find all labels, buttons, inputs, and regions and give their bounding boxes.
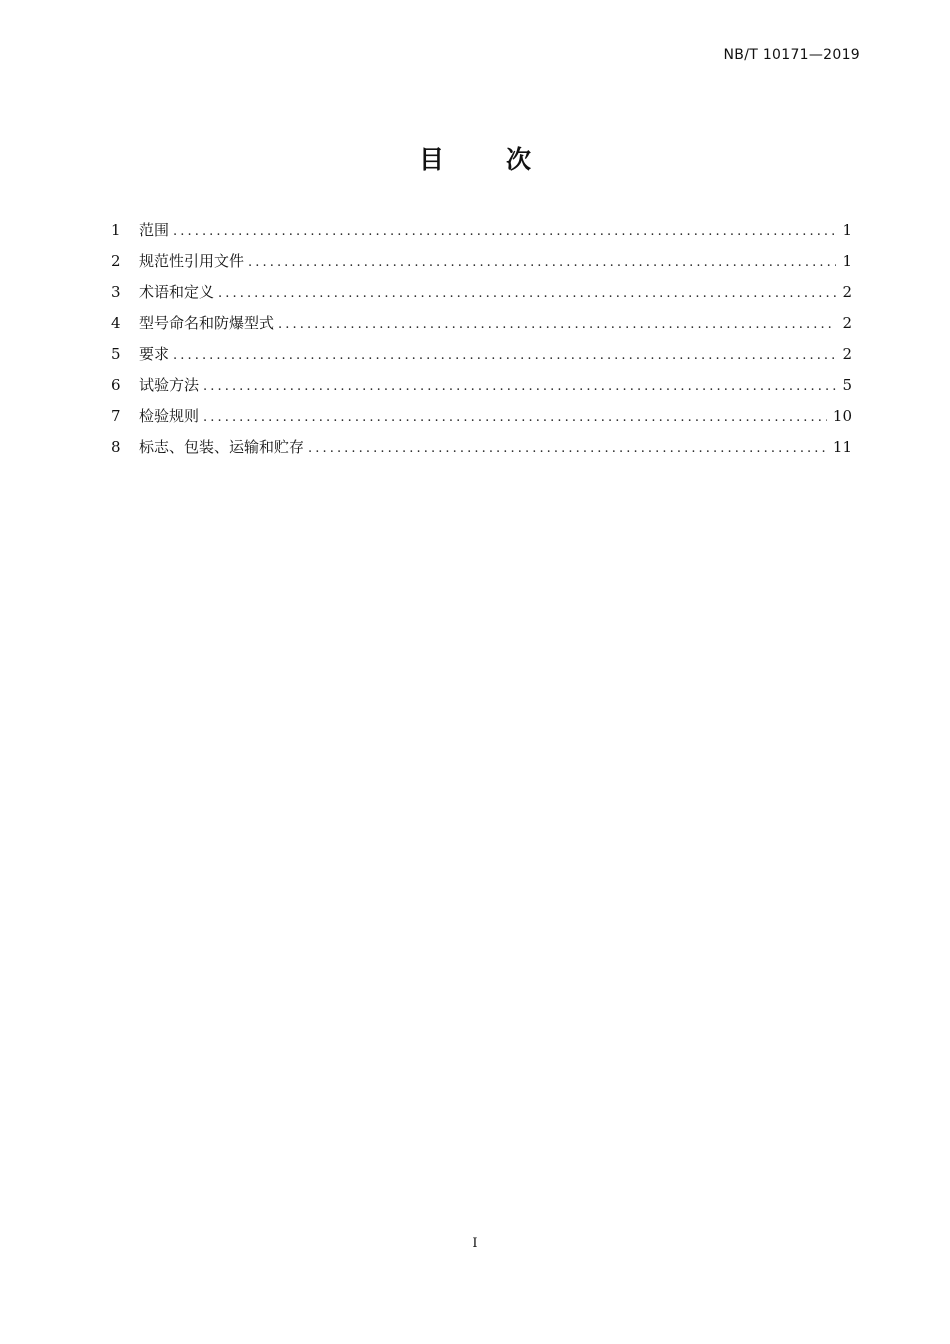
- page-title: [0, 140, 950, 176]
- toc-entry-number: 3: [111, 283, 121, 301]
- table-of-contents: [111, 219, 852, 467]
- toc-entry-page: 1: [842, 221, 852, 239]
- toc-entry-number: 4: [111, 314, 121, 332]
- toc-leader-dots: [308, 438, 827, 460]
- toc-entry-page: 2: [842, 314, 852, 332]
- toc-entry-page: 2: [842, 345, 852, 363]
- toc-entry-label: 型号命名和防爆型式: [139, 314, 275, 332]
- page-number: I: [472, 1236, 478, 1251]
- toc-leader-dots: [218, 283, 836, 305]
- toc-entry-label: 试验方法: [139, 376, 200, 394]
- toc-leader-dots: [278, 314, 836, 336]
- toc-entry-label: 标志、包装、运输和贮存: [139, 438, 305, 456]
- toc-entry-scope[interactable]: [111, 219, 852, 250]
- toc-entry-page: 2: [842, 283, 852, 301]
- toc-entry-model-naming[interactable]: [111, 312, 852, 343]
- toc-entry-test-methods[interactable]: [111, 374, 852, 405]
- title-char-1: 目: [418, 145, 444, 174]
- toc-entry-page: 1: [842, 252, 852, 270]
- toc-entry-inspection-rules[interactable]: [111, 405, 852, 436]
- toc-entry-label: 术语和定义: [139, 283, 215, 301]
- toc-leader-dots: [203, 376, 836, 398]
- toc-leader-dots: [248, 252, 836, 274]
- toc-entry-number: 2: [111, 252, 121, 270]
- toc-entry-number: 8: [111, 438, 121, 456]
- toc-entry-number: 6: [111, 376, 121, 394]
- toc-entry-label: 规范性引用文件: [139, 252, 245, 270]
- toc-entry-normative-references[interactable]: [111, 250, 852, 281]
- toc-leader-dots: [173, 221, 836, 243]
- toc-entry-label: 检验规则: [139, 407, 200, 425]
- standard-number: NB/T 10171—2019: [723, 47, 860, 63]
- toc-entry-terms-definitions[interactable]: [111, 281, 852, 312]
- toc-entry-page: 10: [832, 407, 852, 425]
- toc-entry-requirements[interactable]: [111, 343, 852, 374]
- toc-entry-number: 1: [111, 221, 121, 239]
- toc-entry-label: 范围: [139, 221, 170, 239]
- toc-entry-label: 要求: [139, 345, 170, 363]
- title-char-2: 次: [506, 145, 532, 174]
- toc-entry-page: 11: [832, 438, 852, 456]
- toc-entry-number: 7: [111, 407, 121, 425]
- toc-entry-page: 5: [842, 376, 852, 394]
- toc-leader-dots: [173, 345, 836, 367]
- toc-entry-number: 5: [111, 345, 121, 363]
- toc-leader-dots: [203, 407, 827, 429]
- toc-entry-marking-packaging[interactable]: [111, 436, 852, 467]
